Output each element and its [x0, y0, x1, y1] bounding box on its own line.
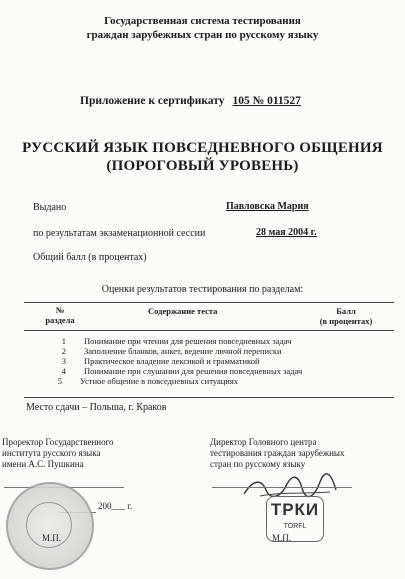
- table-header-rule: [24, 330, 394, 331]
- appendix-label: Приложение к сертификату: [80, 95, 225, 107]
- title-line-2: (ПОРОГОВЫЙ УРОВЕНЬ): [106, 158, 299, 174]
- certificate-number: 105 № 011527: [232, 95, 301, 107]
- table-row: 1 Понимание при чтении для решения повседневных задач: [61, 336, 292, 346]
- left-signatory-title: Проректор Государственного института русского языка имени А.С. Пушкина: [2, 437, 114, 469]
- table-bottom-rule: [24, 397, 394, 398]
- document-header: [0, 14, 405, 42]
- results-rows: [52, 336, 352, 386]
- left-mp: М.П.: [42, 533, 62, 543]
- torfl-logo: ТРКИ TORFL: [266, 496, 324, 542]
- right-signature-line: [212, 487, 352, 488]
- column-header-score: Балл (в процентах): [319, 306, 373, 326]
- score-label: Общий балл (в процентах): [33, 252, 147, 263]
- session-label: по результатам экзаменационной сессии: [33, 228, 206, 239]
- right-mp: М.П.: [272, 533, 292, 543]
- column-header-number: № раздела: [45, 305, 75, 325]
- issued-label: Выдано: [33, 202, 67, 213]
- table-row: 4 Понимание при слушании для решения повседневных задач: [61, 366, 303, 376]
- exam-place: Место сдачи – Польша, г. Краков: [26, 402, 167, 413]
- table-top-rule: [24, 302, 394, 303]
- issued-value: Павловска Мария: [226, 201, 309, 212]
- column-header-content: Содержание теста: [148, 306, 218, 316]
- document-title: [0, 139, 405, 175]
- title-line-1: РУССКИЙ ЯЗЫК ПОВСЕДНЕВНОГО ОБЩЕНИЯ: [22, 140, 383, 156]
- table-row: 3 Практическое владение лексикой и грамматикой: [61, 356, 260, 366]
- right-signatory-title: Директор Головного центра тестирования граждан зарубежных стран по русскому языку: [210, 437, 345, 469]
- table-row: 5 Устное общение в повседневных ситуациях: [57, 376, 238, 386]
- header-line-1: Государственная система тестирования: [104, 15, 301, 27]
- appendix-line: [80, 95, 301, 107]
- header-line-2: граждан зарубежных стран по русскому языку: [86, 29, 319, 41]
- results-title: Оценки результатов тестирования по разделам:: [101, 284, 304, 295]
- left-date-year: 200___ г.: [98, 501, 133, 511]
- session-value: 28 мая 2004 г.: [256, 227, 317, 238]
- round-seal: [6, 482, 94, 570]
- table-row: 2 Заполнение бланков, анкет, ведение личной переписки: [61, 346, 282, 356]
